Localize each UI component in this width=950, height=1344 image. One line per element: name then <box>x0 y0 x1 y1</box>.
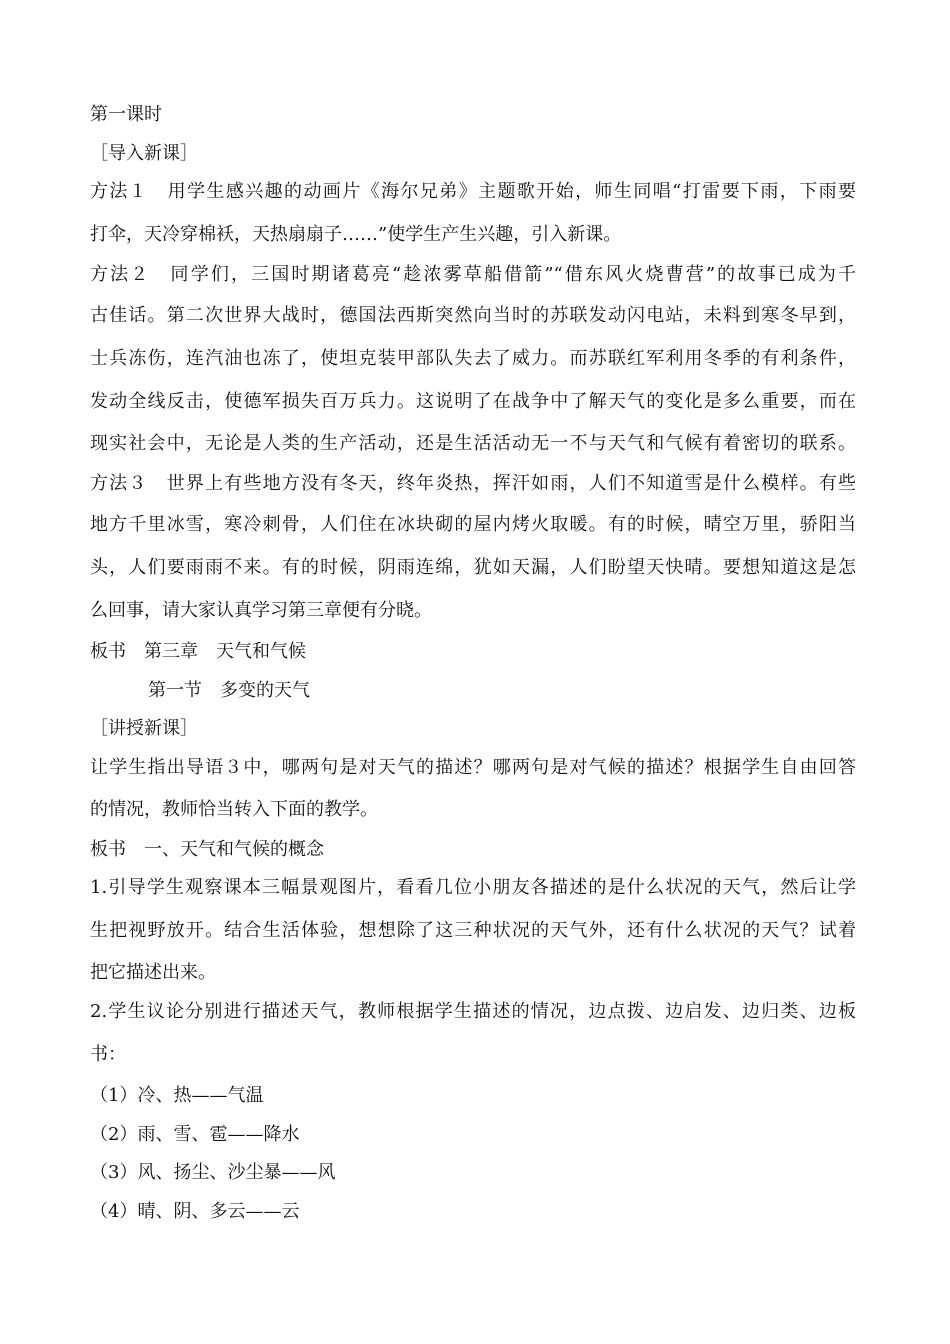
method1-line-1: 方法１ 用学生感兴趣的动画片《海尔兄弟》主题歌开始，师生同唱“打雷要下雨，下雨要 <box>90 181 856 202</box>
step1-line-3: 把它描述出来。 <box>90 962 216 983</box>
step2-line-2: 书： <box>90 1044 126 1065</box>
method2-label: 方法２ <box>90 264 151 285</box>
method2-line-5: 现实社会中，无论是人类的生产活动，还是生活活动无一不与天气和气候有着密切的联系。 <box>90 433 856 454</box>
method1-line-2: 打伞，天冷穿棉袄，天热扇扇子……”使学生产生兴趣，引入新课。 <box>90 224 622 245</box>
method1-label: 方法１ <box>90 181 149 202</box>
list-item: （1）冷、热——气温 <box>90 1085 264 1106</box>
lecture-line-1: 让学生指出导语３中，哪两句是对天气的描述？哪两句是对气候的描述？根据学生自由回答 <box>90 757 856 778</box>
list-item: （3）风、扬尘、沙尘暴——风 <box>90 1162 336 1183</box>
method3-label: 方法３ <box>90 473 148 494</box>
step1-line-1: 1.引导学生观察课本三幅景观图片，看看几位小朋友各描述的是什么状况的天气，然后让学 <box>90 877 856 898</box>
board1-chapter: 第三章 天气和气候 <box>144 641 306 662</box>
step1-line-2: 生把视野放开。结合生活体验，想想除了这三种状况的天气外，还有什么状况的天气？试着 <box>90 920 856 941</box>
method2-line-3: 士兵冻伤，连汽油也冻了，使坦克装甲部队失去了威力。而苏联红军利用冬季的有利条件， <box>90 348 856 369</box>
board1-section: 第一节 多变的天气 <box>148 680 310 701</box>
method3-line-2: 地方千里冰雪，寒冷刺骨，人们住在冰块砌的屋内烤火取暖。有的时候，晴空万里，骄阳当 <box>90 514 856 535</box>
method2-line-2: 古佳话。第二次世界大战时，德国法西斯突然向当时的苏联发动闪电站，未料到寒冬早到， <box>90 305 856 326</box>
board2-text: 一、天气和气候的概念 <box>144 839 324 860</box>
method3-line-3: 头，人们要雨雨不来。有的时候，阴雨连绵，犹如天漏，人们盼望天快晴。要想知道这是怎 <box>90 557 856 578</box>
board1-line <box>90 641 306 663</box>
lecture-heading: ［讲授新课］ <box>90 718 198 739</box>
board2-line <box>90 839 324 861</box>
list-item: （4）晴、阴、多云——云 <box>90 1201 300 1222</box>
lesson-title: 第一课时 <box>90 104 162 125</box>
step2-line-1: 2.学生议论分别进行描述天气，教师根据学生描述的情况，边点拨、边启发、边归类、边板 <box>90 1001 856 1022</box>
list-item: （2）雨、雪、雹——降水 <box>90 1124 300 1145</box>
method3-line-1: 方法３ 世界上有些地方没有冬天，终年炎热，挥汗如雨，人们不知道雪是什么模样。有些 <box>90 473 857 494</box>
intro-heading: ［导入新课］ <box>90 143 198 164</box>
method2-line-4: 发动全线反击，使德军损失百万兵力。这说明了在战争中了解天气的变化是多么重要，而在 <box>90 391 856 412</box>
board2-label: 板书 <box>90 839 126 860</box>
lecture-line-2: 的情况，教师恰当转入下面的教学。 <box>90 799 378 820</box>
method2-line-1: 方法２ 同学们，三国时期诸葛亮“趁浓雾草船借箭”“借东风火烧曹营”的故事已成为千 <box>90 264 857 285</box>
board1-label: 板书 <box>90 641 126 662</box>
method3-line-4: 么回事，请大家认真学习第三章便有分晓。 <box>90 600 432 621</box>
